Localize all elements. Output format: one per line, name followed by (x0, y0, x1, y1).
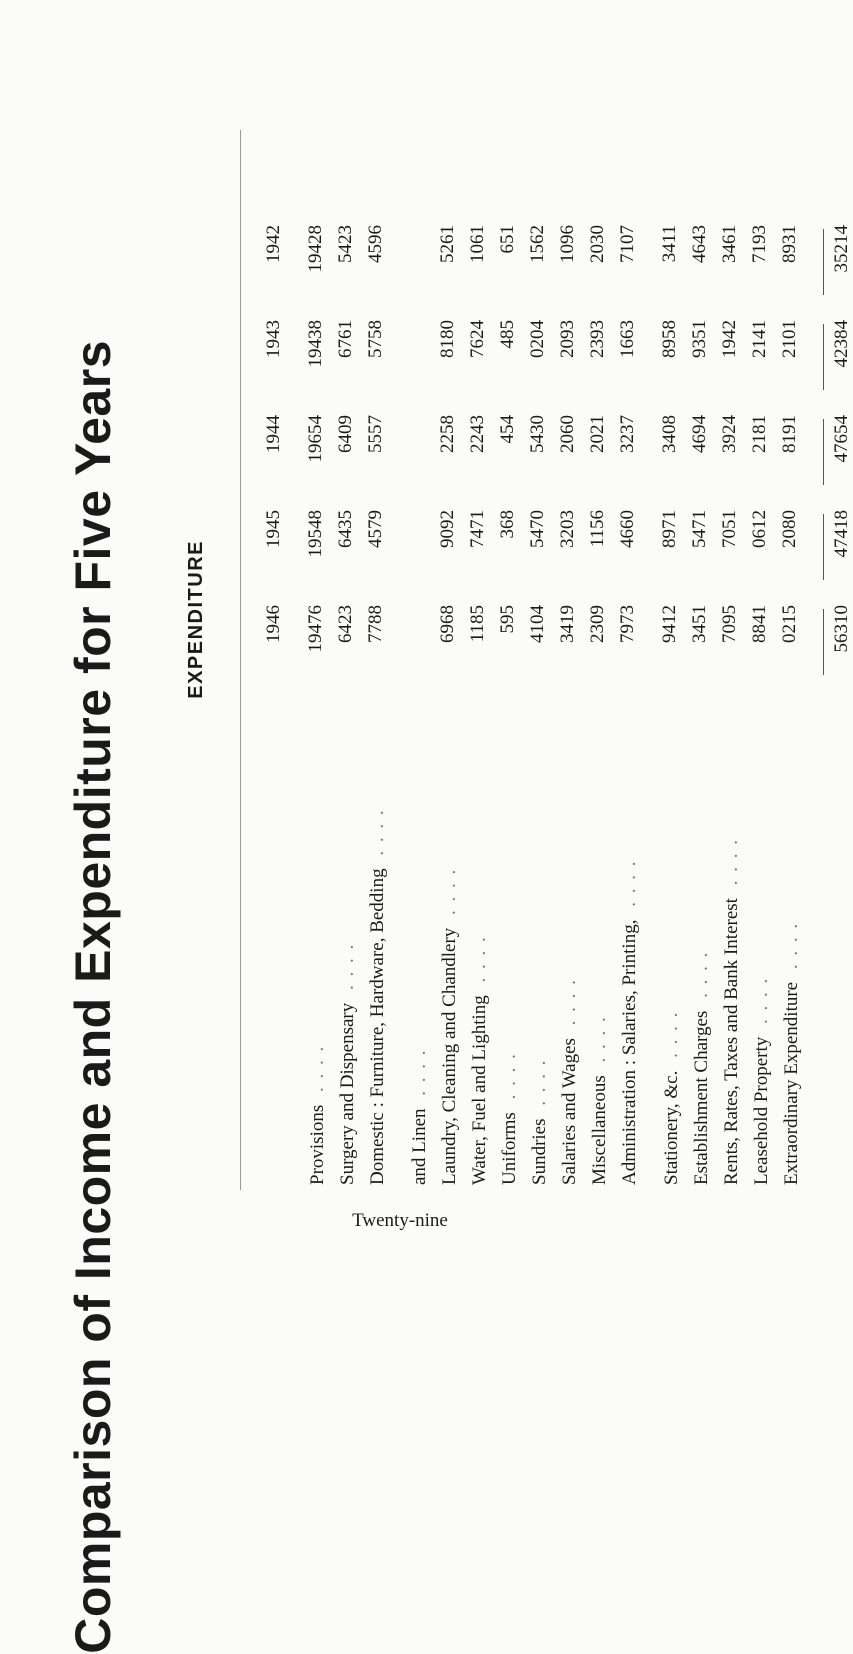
row-label: and Linen (409, 1108, 430, 1185)
expenditure-table (255, 185, 852, 1185)
row-label: Establishment Charges (691, 1010, 712, 1185)
cell-value: 6761 (335, 320, 356, 358)
leader-dots: . . . . (529, 1058, 550, 1113)
cell-value: 4596 (365, 225, 386, 263)
margin-rule (240, 130, 241, 1190)
row-label: Water, Fuel and Lighting (469, 995, 490, 1185)
table-row (587, 1015, 613, 1185)
table-row (779, 922, 805, 1185)
cell-value: 3419 (557, 605, 578, 643)
table-row (527, 1059, 553, 1186)
table-row (437, 868, 463, 1185)
leader-dots: . . . . (499, 1052, 520, 1107)
cell-value: 2243 (467, 415, 488, 453)
cell-value: 2309 (587, 605, 608, 643)
cell-value: 6423 (335, 605, 356, 643)
cell-value: 0215 (779, 605, 800, 643)
leader-dots: . . . . (469, 935, 490, 990)
cell-value: 6435 (335, 510, 356, 548)
row-label: Rents, Rates, Taxes and Bank Interest (721, 898, 742, 1185)
cell-value: 5261 (437, 225, 458, 263)
cell-value: 8180 (437, 320, 458, 358)
leader-dots: . . . . (337, 942, 358, 997)
row-label: Miscellaneous (589, 1075, 610, 1185)
cell-value: 0612 (749, 510, 770, 548)
cell-value: 19428 (305, 225, 326, 273)
cell-value: 6409 (335, 415, 356, 453)
cell-value: 1185 (467, 605, 488, 643)
cell-value: 4579 (365, 510, 386, 548)
total-rule (823, 514, 824, 580)
table-body (255, 185, 852, 1185)
cell-value: 4694 (689, 415, 710, 453)
cell-value: 8191 (779, 415, 800, 453)
section-heading: EXPENDITURE (185, 540, 207, 699)
cell-value: 4104 (527, 605, 548, 643)
table-row (407, 1048, 433, 1185)
leader-dots: . . . . (307, 1044, 328, 1099)
cell-value: 4643 (689, 225, 710, 263)
cell-value: 2093 (557, 320, 578, 358)
cell-value: 7471 (467, 510, 488, 548)
total-value: 35214 (831, 225, 852, 273)
cell-value: 1562 (527, 225, 548, 263)
cell-value: 5430 (527, 415, 548, 453)
table-row (497, 1052, 523, 1185)
row-label: Stationery, &c. (661, 1070, 682, 1185)
cell-value: 8971 (659, 510, 680, 548)
cell-value: 7095 (719, 605, 740, 643)
cell-value: 2393 (587, 320, 608, 358)
cell-value: 2101 (779, 320, 800, 358)
cell-value: 7193 (749, 225, 770, 263)
row-label: Extraordinary Expenditure (781, 981, 802, 1185)
cell-value: 651 (497, 225, 518, 254)
cell-value: 5471 (689, 510, 710, 548)
row-label: Sundries (529, 1118, 550, 1185)
cell-value: 8958 (659, 320, 680, 358)
cell-value: 2021 (587, 415, 608, 453)
cell-value: 3924 (719, 415, 740, 453)
table-row (305, 1045, 331, 1185)
leader-dots: . . . . (409, 1048, 430, 1103)
total-value: 56310 (831, 605, 852, 653)
cell-value: 1156 (587, 510, 608, 548)
leader-dots: . . . . (721, 838, 742, 893)
cell-value: 7973 (617, 605, 638, 643)
total-value: 42384 (831, 320, 852, 368)
cell-value: 0204 (527, 320, 548, 358)
cell-value: 1663 (617, 320, 638, 358)
year-heading: 1942 (263, 225, 284, 263)
total-rule (823, 419, 824, 485)
cell-value: 5557 (365, 415, 386, 453)
cell-value: 3451 (689, 605, 710, 643)
leader-dots: . . . . (619, 859, 640, 914)
year-heading: 1945 (263, 510, 284, 548)
table-row (557, 978, 583, 1185)
cell-value: 8841 (749, 605, 770, 643)
cell-value: 2258 (437, 415, 458, 453)
table-row (719, 838, 745, 1185)
cell-value: 5470 (527, 510, 548, 548)
cell-value: 6968 (437, 605, 458, 643)
leader-dots: . . . . (559, 978, 580, 1033)
cell-value: 3411 (659, 225, 680, 263)
leader-dots: . . . . (439, 867, 460, 922)
cell-value: 2080 (779, 510, 800, 548)
total-rule (823, 324, 824, 390)
leader-dots: . . . . (781, 921, 802, 976)
cell-value: 2060 (557, 415, 578, 453)
total-rule (823, 229, 824, 295)
leader-dots: . . . . (691, 950, 712, 1005)
cell-value: 9351 (689, 320, 710, 358)
cell-value: 5758 (365, 320, 386, 358)
cell-value: 4660 (617, 510, 638, 548)
leader-dots: . . . . (367, 808, 388, 863)
cell-value: 1096 (557, 225, 578, 263)
table-row (659, 1011, 685, 1185)
leader-dots: . . . . (589, 1015, 610, 1070)
cell-value: 19654 (305, 415, 326, 463)
cell-value: 7051 (719, 510, 740, 548)
cell-value: 9412 (659, 605, 680, 643)
cell-value: 1061 (467, 225, 488, 263)
cell-value: 7624 (467, 320, 488, 358)
row-label: Leasehold Property (751, 1036, 772, 1185)
total-value: 47654 (831, 415, 852, 463)
table-row (749, 977, 775, 1185)
cell-value: 7107 (617, 225, 638, 263)
table-row (335, 943, 361, 1185)
year-heading: 1943 (263, 320, 284, 358)
row-label: Salaries and Wages (559, 1038, 580, 1185)
table-row (365, 808, 391, 1185)
cell-value: 3237 (617, 415, 638, 453)
cell-value: 368 (497, 510, 518, 539)
table-row (617, 860, 643, 1185)
cell-value: 3408 (659, 415, 680, 453)
cell-value: 9092 (437, 510, 458, 548)
page-title: Comparison of Income and Expenditure for Five Years (65, 340, 121, 1654)
cell-value: 1942 (719, 320, 740, 358)
cell-value: 3461 (719, 225, 740, 263)
cell-value: 485 (497, 320, 518, 349)
row-label: Laundry, Cleaning and Chandlery (439, 927, 460, 1185)
cell-value: 19476 (305, 605, 326, 653)
leader-dots: . . . . (661, 1010, 682, 1065)
cell-value: 7788 (365, 605, 386, 643)
row-label: Domestic : Furniture, Hardware, Bedding (367, 868, 388, 1185)
row-label: Administration : Salaries, Printing, (619, 919, 640, 1185)
row-label: Provisions (307, 1104, 328, 1185)
cell-value: 5423 (335, 225, 356, 263)
cell-value: 2030 (587, 225, 608, 263)
cell-value: 19548 (305, 510, 326, 558)
cell-value: 3203 (557, 510, 578, 548)
total-rule (823, 609, 824, 675)
cell-value: 8931 (779, 225, 800, 263)
year-heading: 1944 (263, 415, 284, 453)
cell-value: 2141 (749, 320, 770, 358)
total-value: 47418 (831, 510, 852, 558)
year-header-row (263, 185, 299, 1185)
page-footer: Twenty-nine (352, 1210, 448, 1231)
table-row (689, 951, 715, 1185)
cell-value: 595 (497, 605, 518, 634)
year-heading: 1946 (263, 605, 284, 643)
cell-value: 454 (497, 415, 518, 444)
row-label: Surgery and Dispensary (337, 1002, 358, 1185)
table-row (467, 935, 493, 1185)
row-label: Uniforms (499, 1112, 520, 1185)
leader-dots: . . . . (751, 976, 772, 1031)
cell-value: 2181 (749, 415, 770, 453)
cell-value: 19438 (305, 320, 326, 368)
